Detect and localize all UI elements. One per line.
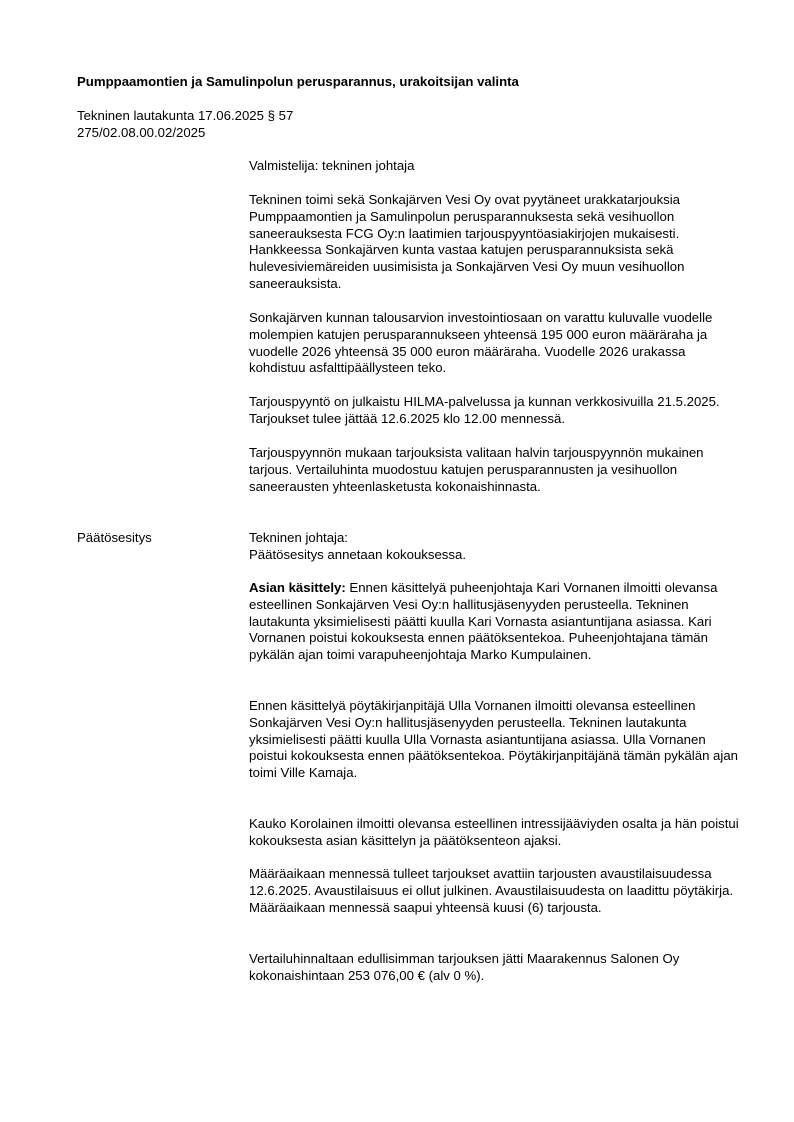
decision-paragraph-3: Määräaikaan mennessä tulleet tarjoukset avattiin tarjousten avaustilaisuudessa 12.6.2025. Avaustilaisuus ei ollut julkinen. Avaustilaisuudesta on laadittu pöytäkirja. Määräaikaan mennessä saapui yhteensä kuusi (6) tarjousta. xyxy=(249,866,734,915)
decision-paragraph-4: Vertailuhinnaltaan edullisimman tarjouksen jätti Maarakennus Salonen Oy kokonaishintaan 253 076,00 € (alv 0 %). xyxy=(249,951,680,983)
body-paragraph-1: Tekninen toimi sekä Sonkajärven Vesi Oy ovat pyytäneet urakkatarjouksia Pumppaamontien ja Samulinpolun perusparannuksesta sekä vesihuollon saneerauksesta FCG Oy:n laatimien tarjouspyyntöasiakirjojen mukaisesti. Hankkeessa Sonkajärven kunta vastaa katujen perusparannuksista sekä hulevesiviemäreiden uusimisista ja Sonkajärven Vesi Oy muun vesihuollon saneerauksista. xyxy=(249,192,685,291)
decision-label: Päätösesitys xyxy=(77,530,152,545)
decision-paragraph-2: Kauko Korolainen ilmoitti olevansa esteellinen intressijääviyden osalta ja hän poistui kokouksesta asian käsittelyn ja päätöksenteon ajaksi. xyxy=(249,816,739,848)
decision-proposal: Päätösesitys annetaan kokouksessa. xyxy=(249,546,466,562)
body-paragraph-3: Tarjouspyyntö on julkaistu HILMA-palvelussa ja kunnan verkkosivuilla 21.5.2025. Tarjoukset tulee jättää 12.6.2025 klo 12.00 mennessä. xyxy=(249,394,720,426)
meeting-line: Tekninen lautakunta 17.06.2025 § 57 xyxy=(77,108,294,123)
handling-paragraph xyxy=(249,580,744,664)
body-paragraph-4: Tarjouspyynnön mukaan tarjouksista valitaan halvin tarjouspyynnön mukainen tarjous. Vertailuhinta muodostuu katujen perusparannusten ja vesihuollon saneerausten yhteenlasketusta kokonaishinnasta. xyxy=(249,445,704,494)
handling-label: Asian käsittely: xyxy=(249,580,346,595)
decision-proposer: Tekninen johtaja: xyxy=(249,530,348,545)
body-paragraph-2: Sonkajärven kunnan talousarvion investointiosaan on varattu kuluvalle vuodelle molempien katujen perusparannukseen yhteensä 195 000 euron määräraha ja vuodelle 2026 yhteensä 35 000 euron määräraha. Vuodelle 2026 urakassa kohdistuu asfalttipäällysteen teko. xyxy=(249,310,713,376)
diary-number: 275/02.08.00.02/2025 xyxy=(77,124,206,140)
document-title: Pumppaamontien ja Samulinpolun perusparannus, urakoitsijan valinta xyxy=(77,74,519,89)
handling-text: Ennen käsittelyä puheenjohtaja Kari Vornanen ilmoitti olevansa esteellinen Sonkajärven Vesi Oy:n hallitusjäsenyyden perusteella. Tekninen lautakunta yksimielisesti päätti kuulla Kari Vornasta asiantuntijana asiassa. Kari Vornanen poistui kokouksesta ennen päätöksentekoa. Puheenjohtajana tämän pykälän ajan toimi varapuheenjohtaja Marko Kumpulainen. xyxy=(249,580,718,663)
preparer-line: Valmistelija: tekninen johtaja xyxy=(249,158,415,173)
meeting-info xyxy=(77,108,293,142)
decision-paragraph-1: Ennen käsittelyä pöytäkirjanpitäjä Ulla Vornanen ilmoitti olevansa esteellinen Sonkajärven Vesi Oy:n hallitusjäsenyyden perusteella. Tekninen lautakunta yksimielisesti päätti kuulla Ulla Vornasta asiantuntijana asiassa. Ulla Vornanen poistui kokouksesta ennen päätöksentekoa. Pöytäkirjanpitäjänä tämän pykälän ajan toimi Ville Kamaja. xyxy=(249,698,738,781)
decision-block xyxy=(249,530,744,564)
